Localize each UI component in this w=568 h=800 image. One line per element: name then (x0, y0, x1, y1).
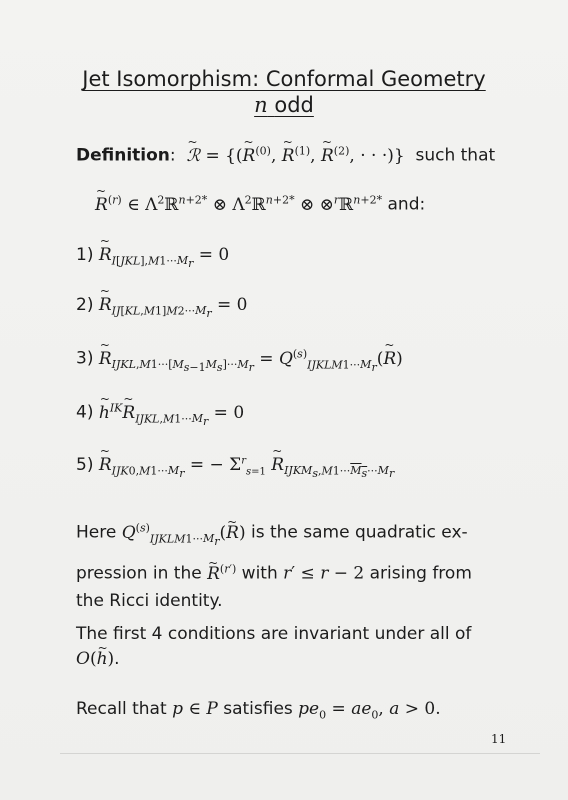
quadratic-expression-paragraph: Here $Q^{(s)}_{IJKLM1\cdot\cdot\cdot M_r}(\sim$ R) is the same quadratic ex- pression in the ~ $R^{(r')}$ with r′ ≤ r − 2 arising from the Ricci identity. (76, 514, 538, 615)
condition-2: 2) ~ $R_{IJ[KL,M1]M2\cdot\cdot\cdot M_r} = 0$ (76, 295, 248, 321)
recall-paragraph: Recall that p ∈ P satisfies $pe_0 = ae_0$, a > 0. (76, 699, 441, 722)
definition-line-2: ~ $R^{(r)}$ ∈ $\Lambda^2ℝ^{n+2*}$ ⊗ $\Lambda^2ℝ^{n+2*}$ ⊗ ⊗$^r$ℝ$^{n+2*}$ and: (95, 193, 425, 215)
page-number: 11 (491, 732, 507, 746)
slide-subtitle: n odd (254, 93, 314, 117)
definition-label: Definition (76, 145, 170, 166)
slide-title: Jet Isomorphism: Conformal Geometry (82, 67, 486, 91)
slide-title-block (0, 66, 568, 118)
definition-line-1: Definition: ~ ℛ = {(~ $R^{(0)}$, ~ $R^{(1)}$, ~ $R^{(2)}$, · · ·)} such that (76, 144, 495, 166)
condition-1: 1) ~ $R_{I[JKL],M1\cdot\cdot\cdot M_r} = 0$ (76, 245, 229, 271)
condition-5: 5) ~ $R_{IJK0,M1\cdot\cdot\cdot M_r}$ = − $\Sigma^r_{s=1}$ ~ $R_{IJKM_s,M1\cdot\cdot\cdot M_s\cdot\cdot\cdot M_r}$ (76, 455, 394, 481)
condition-4: 4) ~ $h^{IK}\sim$ $R_{IJKL,M1\cdot\cdot\cdot M_r} = 0$ (76, 401, 244, 428)
condition-3: 3) ~ $R_{IJKL,M1\cdot\cdot\cdot[M_{s-1}M_s]\cdot\cdot\cdot M_r}$ = $Q^{(s)}_{IJKLM1\cdot\cdot\cdot M_r}(\sim$ R) (76, 347, 403, 374)
invariance-paragraph: The first 4 conditions are invariant under all of O(~ h). (76, 622, 538, 672)
bottom-divider (60, 753, 540, 754)
